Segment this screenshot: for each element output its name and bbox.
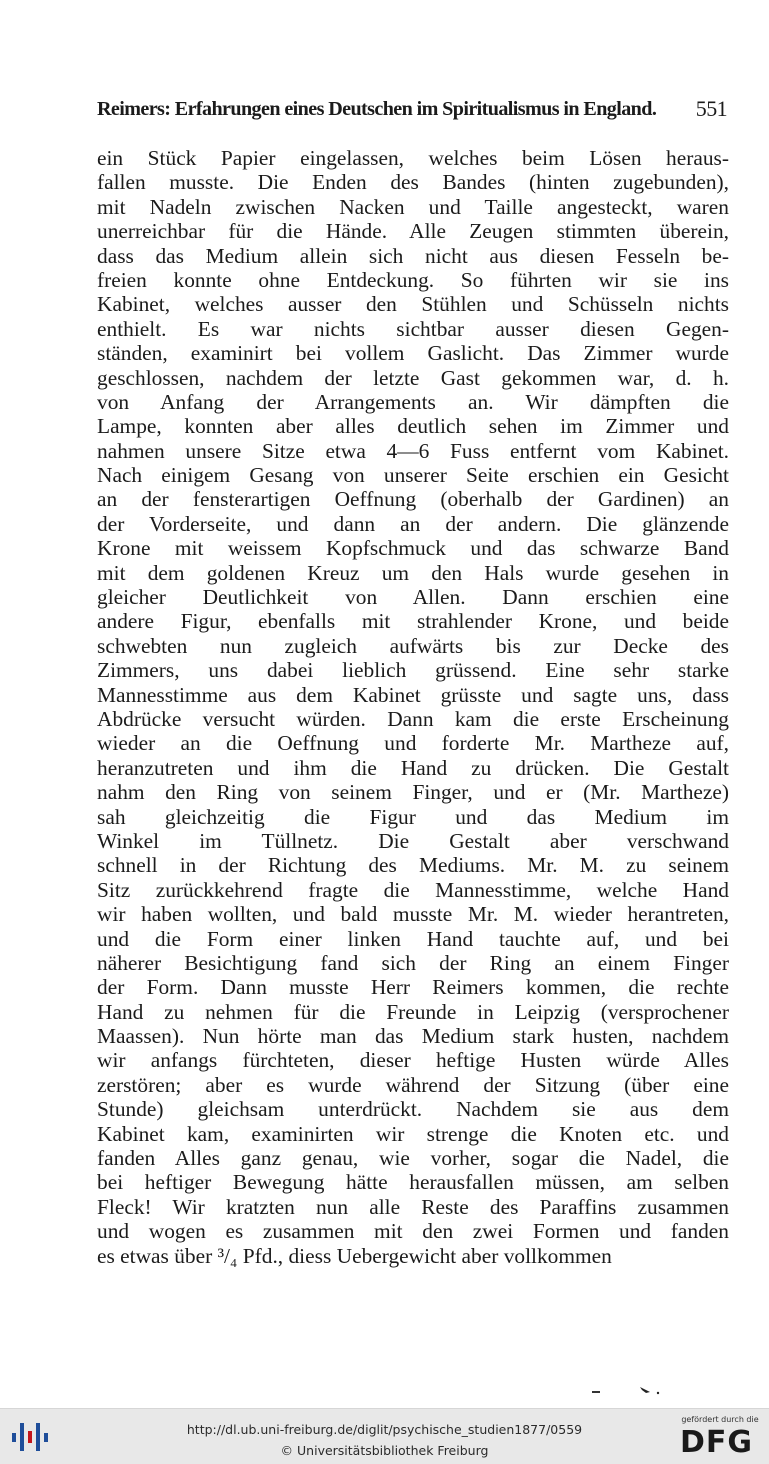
- text-line: ein Stück Papier eingelassen, welches beim Lösen heraus-: [97, 146, 729, 170]
- text-line: Stunde) gleichsam unterdrückt. Nachdem sie aus dem: [97, 1097, 729, 1122]
- text-line: heranzutreten und ihm die Hand zu drücken. Die Gestalt: [97, 755, 729, 780]
- text-line: schnell in der Richtung des Mediums. Mr. M. zu seinem: [97, 853, 729, 878]
- text-line: Nach einigem Gesang von unserer Seite erschien ein Gesicht: [97, 463, 729, 488]
- text-line: nahmen unsere Sitze etwa 4—6 Fuss entfernt vom Kabinet.: [97, 438, 729, 463]
- running-header: [97, 96, 729, 128]
- text-line: wir haben wollten, und bald musste Mr. M. wieder herantreten,: [97, 902, 729, 927]
- text-line: gleicher Deutlichkeit von Allen. Dann erschien eine: [97, 585, 729, 610]
- text-line: ständen, examinirt bei vollem Gaslicht. Das Zimmer wurde: [97, 341, 729, 366]
- body-text: [97, 146, 729, 1268]
- text-line: Winkel im Tüllnetz. Die Gestalt aber verschwand: [97, 828, 729, 853]
- text-line: andere Figur, ebenfalls mit strahlender Krone, und beide: [97, 609, 729, 634]
- text-line: und wogen es zusammen mit den zwei Formen und fanden: [97, 1219, 729, 1244]
- text-line: Lampe, konnten aber alles deutlich sehen im Zimmer und: [97, 414, 729, 439]
- page-number: 551: [695, 96, 727, 121]
- text-line: fanden Alles ganz genau, wie vorher, sogar die Nadel, die: [97, 1146, 729, 1171]
- text-line: schwebten nun zugleich aufwärts bis zur Decke des: [97, 633, 729, 658]
- text-line: von Anfang der Arrangements an. Wir dämpften die: [97, 389, 729, 414]
- text-line: Fleck! Wir kratzten nun alle Reste des Paraffins zusammen: [97, 1194, 729, 1219]
- text-line: wir anfangs fürchteten, dieser heftige Husten würde Alles: [97, 1048, 729, 1073]
- text-line: Zimmers, uns dabei lieblich grüssend. Eine sehr starke: [97, 658, 729, 683]
- text-line: der Vorderseite, und dann an der andern. Die glänzende: [97, 511, 729, 536]
- text-line: Mannesstimme aus dem Kabinet grüsste und sagte uns, dass: [97, 682, 729, 707]
- source-url-link[interactable]: http://dl.ub.uni-freiburg.de/diglit/psychische_studien1877/0559: [186, 1422, 583, 1437]
- text-line: Kabinet kam, examinirten wir strenge die Knoten etc. und: [97, 1121, 729, 1146]
- text-line: geschlossen, nachdem der letzte Gast gekommen war, d. h.: [97, 365, 729, 390]
- dfg-caption: gefördert durch die: [681, 1415, 759, 1424]
- text-line: Maassen). Nun hörte man das Medium stark husten, nachdem: [97, 1024, 729, 1049]
- text-line: Hand zu nehmen für die Freunde in Leipzig (versprochener: [97, 999, 729, 1024]
- dfg-logo: [678, 1415, 762, 1461]
- text-line: und die Form einer linken Hand tauchte auf, und bei: [97, 926, 729, 951]
- copyright-notice: © Universitätsbibliothek Freiburg: [280, 1443, 489, 1458]
- text-line: dass das Medium allein sich nicht aus diesen Fesseln be-: [97, 243, 729, 268]
- text-line: unerreichbar für die Hände. Alle Zeugen stimmten überein,: [97, 219, 729, 244]
- text-line: bei heftiger Bewegung hätte herausfallen müssen, am selben: [97, 1170, 729, 1195]
- viewer-footer: [0, 1408, 769, 1464]
- text-line: an der fensterartigen Oeffnung (oberhalb der Gardinen) an: [97, 487, 729, 512]
- text-line: enthielt. Es war nichts sichtbar ausser diesen Gegen-: [97, 316, 729, 341]
- text-line: Kabinet, welches ausser den Stühlen und Schüsseln nichts: [97, 292, 729, 317]
- text-line: näherer Besichtigung fand sich der Ring an einem Finger: [97, 950, 729, 975]
- dfg-wordmark: DFG: [680, 1425, 754, 1460]
- text-line: Krone mit weissem Kopfschmuck und das schwarze Band: [97, 536, 729, 561]
- text-line: Sitz zurückkehrend fragte die Mannesstimme, welche Hand: [97, 877, 729, 902]
- text-line: fallen musste. Die Enden des Bandes (hinten zugebunden),: [97, 170, 729, 195]
- text-line: nahm den Ring von seinem Finger, und er (Mr. Martheze): [97, 780, 729, 805]
- text-line: zerstören; aber es wurde während der Sitzung (über eine: [97, 1072, 729, 1097]
- header-title: Reimers: Erfahrungen eines Deutschen im Spiritualismus in England.: [97, 98, 657, 120]
- text-line: Abdrücke versucht würden. Dann kam die erste Erscheinung: [97, 706, 729, 731]
- text-line: wieder an die Oeffnung und forderte Mr. Martheze auf,: [97, 731, 729, 756]
- text-line: mit dem goldenen Kreuz um den Hals wurde gesehen in: [97, 560, 729, 585]
- text-line: mit Nadeln zwischen Nacken und Taille angesteckt, waren: [97, 194, 729, 219]
- text-line: es etwas über ³/₄ Pfd., diess Uebergewicht aber vollkommen: [97, 1243, 612, 1268]
- text-line: sah gleichzeitig die Figur und das Medium im: [97, 804, 729, 829]
- text-line: freien konnte ohne Entdeckung. So führten wir sie ins: [97, 267, 729, 292]
- text-line: der Form. Dann musste Herr Reimers kommen, die rechte: [97, 975, 729, 1000]
- ink-smudge-mark: [592, 1386, 666, 1396]
